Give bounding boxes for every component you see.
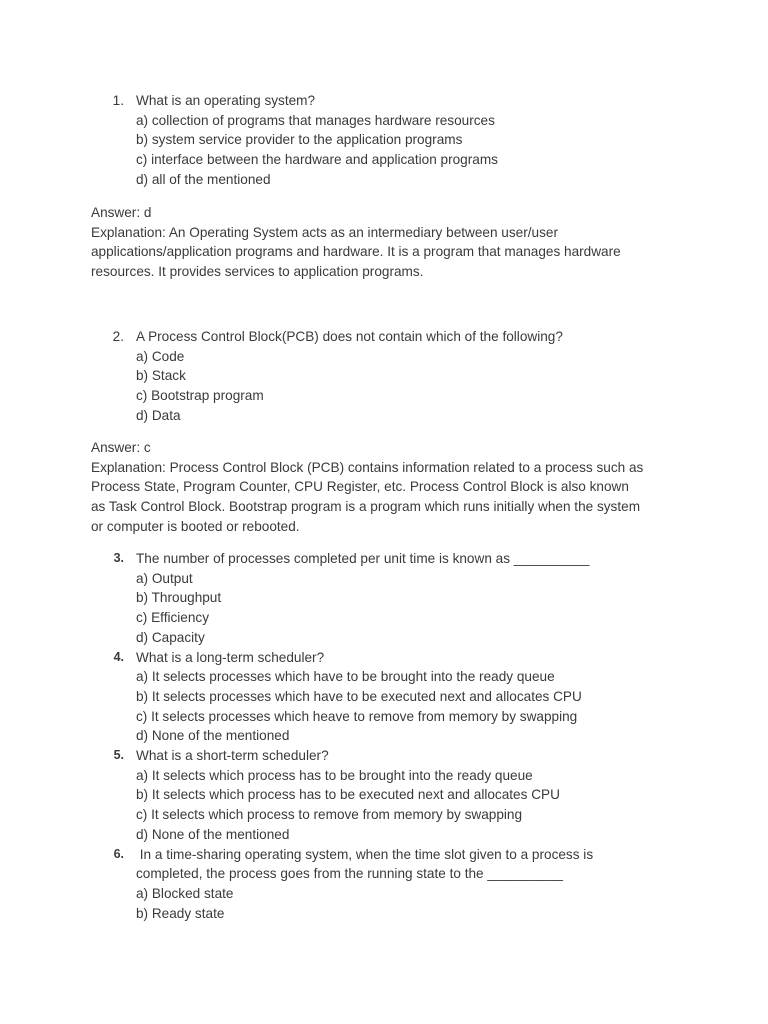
- question-4: [0, 648, 768, 747]
- question-6: [0, 845, 768, 924]
- question-number: 4.: [113, 649, 124, 664]
- option: a) Output: [136, 570, 193, 586]
- option: c) Bootstrap program: [136, 388, 264, 404]
- explanation-line: applications/application programs and hardware. It is a program that manages hardware: [91, 244, 621, 260]
- question-2: [0, 327, 768, 426]
- option: d) None of the mentioned: [136, 728, 290, 744]
- option: b) It selects processes which have to be executed next and allocates CPU: [136, 688, 582, 704]
- option: b) Throughput: [136, 590, 222, 606]
- question-3: [0, 549, 768, 648]
- option: a) collection of programs that manages hardware resources: [136, 112, 495, 128]
- question-text: A Process Control Block(PCB) does not contain which of the following?: [136, 329, 563, 344]
- explanation-line: Explanation: Process Control Block (PCB) contains information related to a process such as: [91, 459, 644, 475]
- question-text-line: In a time-sharing operating system, when the time slot given to a process is: [136, 846, 594, 862]
- question-number: 6.: [113, 846, 124, 861]
- option: d) all of the mentioned: [136, 171, 271, 187]
- option: d) None of the mentioned: [136, 826, 290, 842]
- option: b) It selects which process has to be executed next and allocates CPU: [136, 787, 560, 803]
- question-text-line: completed, the process goes from the running state to the __________: [136, 866, 563, 882]
- option: a) Code: [136, 348, 185, 364]
- option: a) Blocked state: [136, 885, 234, 901]
- question-text: What is a short-term scheduler?: [136, 748, 329, 764]
- option: b) system service provider to the application programs: [136, 132, 463, 148]
- question-number: 1.: [112, 93, 124, 108]
- explanation-line: Explanation: An Operating System acts as an intermediary between user/user: [91, 224, 558, 240]
- question-text: What is a long-term scheduler?: [136, 649, 325, 665]
- answer: Answer: d: [91, 205, 152, 220]
- option: c) It selects which process to remove from memory by swapping: [136, 807, 523, 823]
- option: c) It selects processes which heave to remove from memory by swapping: [136, 708, 578, 724]
- option: a) It selects processes which have to be brought into the ready queue: [136, 669, 555, 685]
- question-5: [0, 746, 768, 845]
- question-1: [0, 91, 768, 190]
- explanation-line: resources. It provides services to application programs.: [91, 264, 424, 280]
- question-list-continued: [0, 549, 768, 923]
- question-number: 3.: [113, 551, 124, 565]
- answer-block-2: [0, 438, 768, 537]
- explanation-line: Process State, Program Counter, CPU Register, etc. Process Control Block is also known: [91, 479, 629, 495]
- answer: Answer: c: [91, 440, 151, 455]
- option: a) It selects which process has to be brought into the ready queue: [136, 767, 533, 783]
- explanation-line: as Task Control Block. Bootstrap program is a program which runs initially when the system: [91, 499, 641, 515]
- option: d) Capacity: [136, 629, 205, 645]
- question-number: 2.: [112, 329, 124, 344]
- option: b) Stack: [136, 368, 186, 384]
- answer-block-1: [0, 203, 768, 282]
- option: b) Ready state: [136, 905, 225, 921]
- question-text: The number of processes completed per unit time is known as __________: [136, 551, 590, 566]
- option: d) Data: [136, 407, 181, 423]
- question-number: 5.: [113, 748, 124, 763]
- explanation-line: or computer is booted or rebooted.: [91, 518, 300, 534]
- option: c) Efficiency: [136, 610, 210, 626]
- question-text: What is an operating system?: [136, 93, 316, 108]
- option: c) interface between the hardware and application programs: [136, 152, 498, 168]
